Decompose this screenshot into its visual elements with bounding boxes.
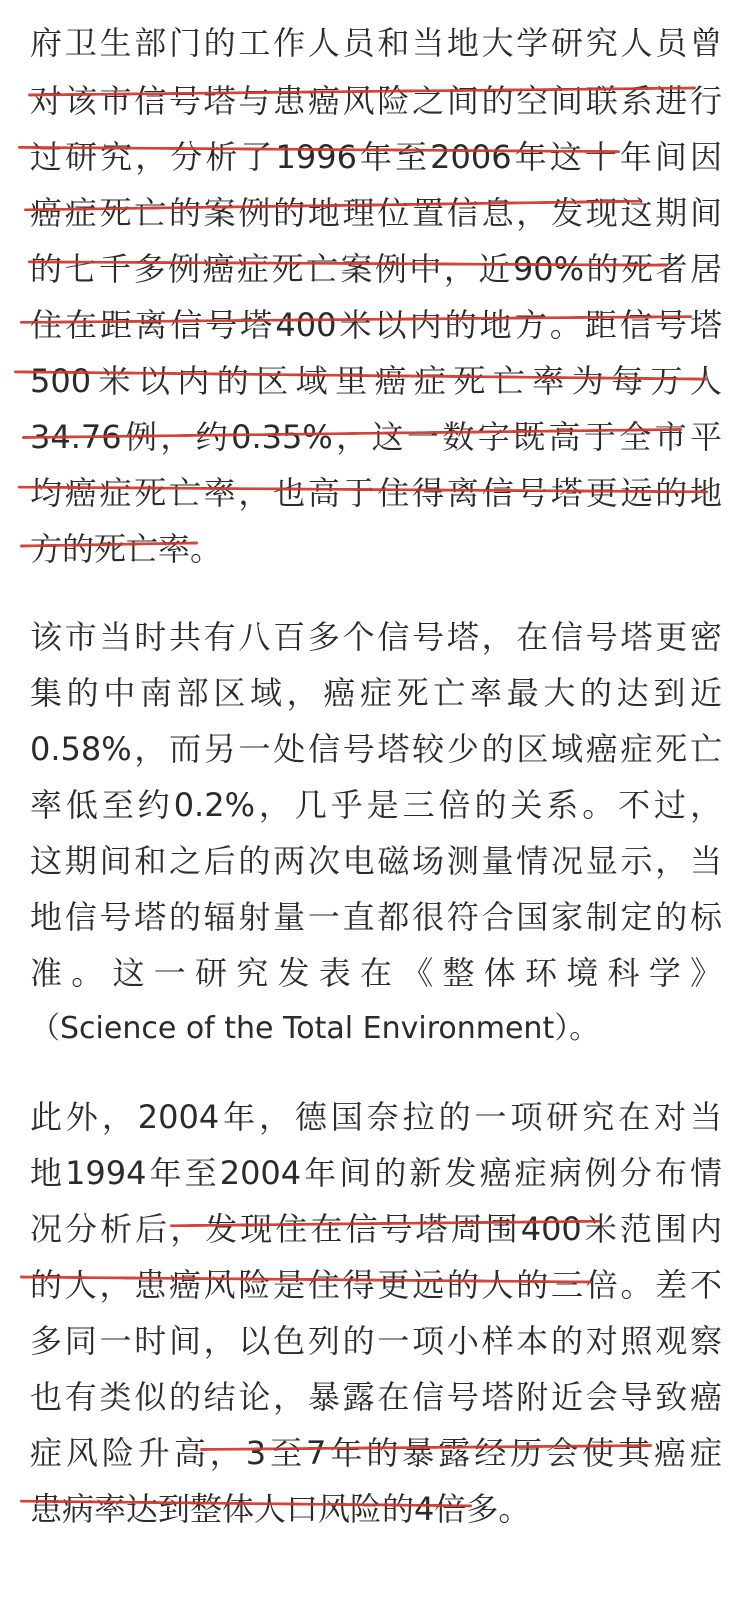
text-line: 0.58%，而另一处信号塔较少的区域癌症死亡 (30, 730, 722, 768)
text-line: 准。这一研究发表在《整体环境科学》 (30, 954, 722, 992)
text-line: 34.76例，约0.35%，这一数字既高于全市平 (30, 418, 722, 456)
text-line: 地信号塔的辐射量一直都很符合国家制定的标 (30, 898, 722, 936)
text-line: 府卫生部门的工作人员和当地大学研究人员曾 (30, 24, 722, 62)
text-line: 该市当时共有八百多个信号塔，在信号塔更密 (30, 618, 722, 656)
text-line: 率低至约0.2%，几乎是三倍的关系。不过， (30, 786, 722, 824)
text-line: 症风险升高，3至7年的暴露经历会使其癌症 (30, 1434, 722, 1472)
text-line: 集的中南部区域，癌症死亡率最大的达到近 (30, 674, 722, 712)
text-line: （Science of the Total Environment）。 (30, 1011, 600, 1046)
text-line: 的人，患癌风险是住得更远的人的三倍。差不 (30, 1266, 722, 1304)
text-line: 也有类似的结论，暴露在信号塔附近会导致癌 (30, 1378, 722, 1416)
text-line: 对该市信号塔与患癌风险之间的空间联系进行 (30, 82, 722, 120)
text-line: 况分析后，发现住在信号塔周围400米范围内 (30, 1210, 722, 1248)
text-line: 500米以内的区域里癌症死亡率为每万人 (30, 362, 722, 400)
text-line: 地1994年至2004年间的新发癌症病例分布情 (30, 1154, 722, 1192)
text-line: 癌症死亡的案例的地理位置信息，发现这期间 (30, 194, 722, 232)
text-line: 均癌症死亡率，也高于住得离信号塔更远的地 (30, 474, 722, 512)
text-line: 此外，2004年，德国奈拉的一项研究在对当 (30, 1098, 722, 1136)
text-line: 患病率达到整体人口风险的4倍多。 (30, 1490, 531, 1528)
text-line: 方的死亡率。 (30, 530, 223, 568)
text-line: 这期间和之后的两次电磁场测量情况显示，当 (30, 842, 722, 880)
text-line: 多同一时间，以色列的一项小样本的对照观察 (30, 1322, 722, 1360)
text-line: 的七千多例癌症死亡案例中，近90%的死者居 (30, 250, 722, 288)
text-line: 过研究，分析了1996年至2006年这十年间因 (30, 138, 722, 176)
text-line: 住在距离信号塔400米以内的地方。距信号塔 (30, 306, 722, 344)
